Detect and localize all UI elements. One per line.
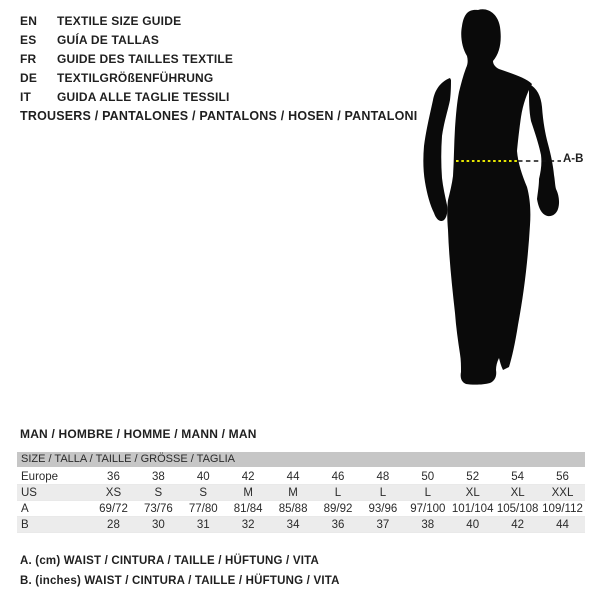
language-list xyxy=(20,12,233,107)
table-row-label: B xyxy=(21,519,29,531)
table-cell: 28 xyxy=(107,519,120,531)
size-table-header: SIZE / TALLA / TAILLE / GRÖSSE / TAGLIA xyxy=(17,452,585,467)
table-row xyxy=(17,469,585,485)
table-cell: 38 xyxy=(421,519,435,531)
table-cell: 42 xyxy=(511,519,524,531)
language-code: IT xyxy=(20,90,32,104)
language-row xyxy=(20,31,233,50)
language-row xyxy=(20,12,233,31)
table-cell: 50 xyxy=(421,471,435,483)
language-code: ES xyxy=(20,33,37,47)
table-cell: XL xyxy=(465,487,480,499)
table-cell: XS xyxy=(105,487,122,499)
table-cell: M xyxy=(288,487,298,499)
man-silhouette-icon xyxy=(390,0,600,420)
table-cell: XL xyxy=(510,487,525,499)
table-row-label: A xyxy=(21,503,29,515)
size-table xyxy=(17,452,585,533)
language-row xyxy=(20,50,233,69)
table-cell: XXL xyxy=(551,487,574,499)
table-cell: 81/84 xyxy=(233,503,263,515)
table-cell: S xyxy=(154,487,163,499)
table-cell: 93/96 xyxy=(368,503,398,515)
table-cell: 52 xyxy=(466,471,480,483)
table-cell: 101/104 xyxy=(451,503,494,515)
table-row-label: Europe xyxy=(21,471,59,483)
table-cell: 54 xyxy=(511,471,524,483)
table-cell: 30 xyxy=(151,519,165,531)
footnote-b: B. (inches) WAIST / CINTURA / TAILLE / HÜFTUNG / VITA xyxy=(20,574,340,587)
table-cell: 97/100 xyxy=(410,503,446,515)
table-cell: 48 xyxy=(376,471,390,483)
table-cell: 34 xyxy=(286,519,300,531)
table-cell: L xyxy=(379,487,387,499)
table-cell: 36 xyxy=(331,519,345,531)
language-code: EN xyxy=(20,14,38,28)
table-cell: S xyxy=(199,487,208,499)
table-cell: 44 xyxy=(286,471,300,483)
table-cell: 105/108 xyxy=(496,503,539,515)
section-heading: MAN / HOMBRE / HOMME / MANN / MAN xyxy=(20,427,257,441)
language-label: TEXTILGRÖßENFÜHRUNG xyxy=(57,71,214,85)
language-row xyxy=(20,69,233,88)
table-cell: 40 xyxy=(466,519,480,531)
language-code: DE xyxy=(20,71,38,85)
language-code: FR xyxy=(20,52,37,66)
table-cell: 56 xyxy=(556,471,569,483)
table-row-label: US xyxy=(21,487,37,499)
table-cell: 77/80 xyxy=(188,503,218,515)
table-cell: L xyxy=(334,487,342,499)
footnote-a: A. (cm) WAIST / CINTURA / TAILLE / HÜFTUNG / VITA xyxy=(20,555,319,567)
table-cell: L xyxy=(424,487,431,499)
table-cell: 40 xyxy=(196,471,210,483)
table-cell: 36 xyxy=(107,471,120,483)
table-cell: 37 xyxy=(376,519,390,531)
table-row xyxy=(17,485,585,501)
footnotes xyxy=(20,552,340,591)
table-cell: 89/92 xyxy=(323,503,353,515)
table-cell: 73/76 xyxy=(143,503,173,515)
language-row xyxy=(20,88,233,107)
man-silhouette-figure xyxy=(390,0,600,420)
measure-label: A-B xyxy=(563,153,584,165)
garment-heading: TROUSERS / PANTALONES / PANTALONS / HOSEN / PANTALONI xyxy=(20,109,418,123)
table-row xyxy=(17,517,585,533)
table-cell: 85/88 xyxy=(278,503,308,515)
table-row xyxy=(17,501,585,517)
language-label: GUIDE DES TAILLES TEXTILE xyxy=(57,52,234,66)
table-cell: 69/72 xyxy=(99,503,128,515)
table-cell: 38 xyxy=(151,471,165,483)
table-cell: 44 xyxy=(556,519,569,531)
table-cell: 46 xyxy=(331,471,345,483)
table-cell: 32 xyxy=(241,519,255,531)
table-cell: 109/112 xyxy=(542,503,583,515)
table-cell: M xyxy=(243,487,253,499)
language-label: GUIDA ALLE TAGLIE TESSILI xyxy=(57,90,230,104)
size-table-body xyxy=(17,469,585,533)
table-cell: 42 xyxy=(241,471,255,483)
language-label: GUÍA DE TALLAS xyxy=(57,33,160,47)
language-label: TEXTILE SIZE GUIDE xyxy=(57,14,182,28)
table-cell: 31 xyxy=(196,519,210,531)
